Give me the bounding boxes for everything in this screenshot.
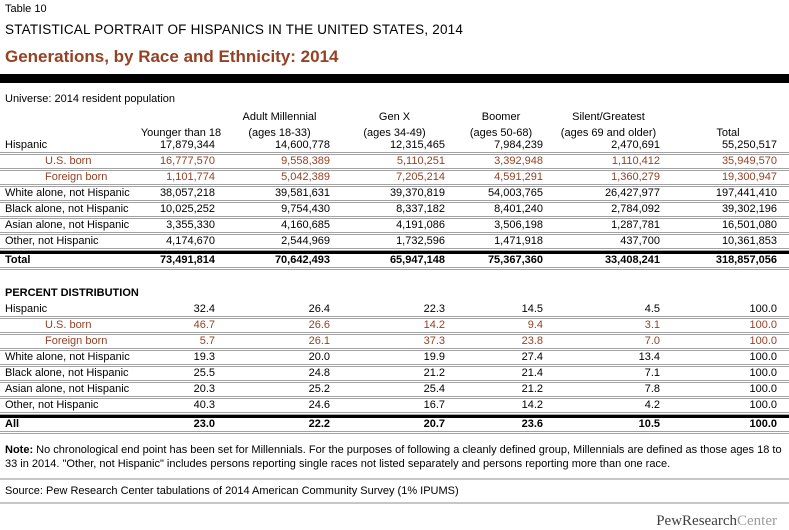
- cell-value: 100.0: [667, 335, 789, 351]
- row-label: Hispanic: [0, 139, 140, 155]
- cell-value: 1,360,279: [550, 171, 667, 187]
- cell-value: 55,250,517: [667, 139, 789, 155]
- cell-value: 21.2: [452, 383, 550, 399]
- cell-value: 16.7: [337, 399, 452, 415]
- cell-value: 100.0: [667, 303, 789, 319]
- table-row: [0, 235, 789, 251]
- cell-value: 5,042,389: [222, 171, 337, 187]
- cell-value: 65,947,148: [337, 251, 452, 270]
- cell-value: 24.8: [222, 367, 337, 383]
- cell-value: 5,110,251: [337, 155, 452, 171]
- cell-value: 16,777,570: [140, 155, 222, 171]
- cell-value: 7.8: [550, 383, 667, 399]
- column-header-silent-greatest: Silent/Greatest: [572, 111, 645, 123]
- cell-value: 27.4: [452, 351, 550, 367]
- cell-value: 100.0: [667, 351, 789, 367]
- cell-value: 8,337,182: [337, 203, 452, 219]
- table-row: [0, 171, 789, 187]
- page-title: Generations, by Race and Ethnicity: 2014: [5, 47, 339, 66]
- column-header-ages-18-33: (ages 18-33): [248, 127, 311, 139]
- cell-value: 10.5: [550, 415, 667, 434]
- cell-value: 10,361,853: [667, 235, 789, 251]
- cell-value: 12,315,465: [337, 139, 452, 155]
- cell-value: 20.0: [222, 351, 337, 367]
- cell-value: 1,287,781: [550, 219, 667, 235]
- cell-value: 4,160,685: [222, 219, 337, 235]
- source-label: Source:: [5, 485, 43, 498]
- cell-value: 19,300,947: [667, 171, 789, 187]
- cell-value: 26,427,977: [550, 187, 667, 203]
- cell-value: 2,784,092: [550, 203, 667, 219]
- cell-value: 14.2: [337, 319, 452, 335]
- percent-table: [0, 303, 789, 434]
- cell-value: 13.4: [550, 351, 667, 367]
- row-label: Asian alone, not Hispanic: [0, 383, 140, 399]
- counts-table-body: [0, 139, 789, 270]
- cell-value: 4.2: [550, 399, 667, 415]
- logo-text-light: Center: [737, 513, 777, 530]
- cell-value: 25.5: [140, 367, 222, 383]
- cell-value: 2,470,691: [550, 139, 667, 155]
- cell-value: 26.1: [222, 335, 337, 351]
- cell-value: 7.1: [550, 367, 667, 383]
- cell-value: 20.7: [337, 415, 452, 434]
- report-title: STATISTICAL PORTRAIT OF HISPANICS IN THE UNITED STATES, 2014: [5, 22, 464, 37]
- row-label: Black alone, not Hispanic: [0, 367, 140, 383]
- table-row: [0, 415, 789, 434]
- cell-value: 9,558,389: [222, 155, 337, 171]
- cell-value: 75,367,360: [452, 251, 550, 270]
- table-row: [0, 399, 789, 415]
- cell-value: 24.6: [222, 399, 337, 415]
- column-header-total: Total: [716, 127, 740, 139]
- cell-value: 5.7: [140, 335, 222, 351]
- cell-value: 100.0: [667, 399, 789, 415]
- cell-value: 10,025,252: [140, 203, 222, 219]
- footnote: [0, 436, 789, 478]
- cell-value: 38,057,218: [140, 187, 222, 203]
- cell-value: 7,205,214: [337, 171, 452, 187]
- percent-distribution-heading: PERCENT DISTRIBUTION: [5, 287, 139, 299]
- cell-value: 9.4: [452, 319, 550, 335]
- cell-value: 21.2: [337, 367, 452, 383]
- table-row: [0, 251, 789, 270]
- row-label: Total: [0, 251, 140, 270]
- column-header-adult-millennial: Adult Millennial: [242, 111, 317, 123]
- cell-value: 3.1: [550, 319, 667, 335]
- table-row: [0, 203, 789, 219]
- cell-value: 4.5: [550, 303, 667, 319]
- cell-value: 3,506,198: [452, 219, 550, 235]
- row-label: Foreign born: [0, 171, 140, 187]
- row-label: White alone, not Hispanic: [0, 351, 140, 367]
- cell-value: 2,544,969: [222, 235, 337, 251]
- row-label: Other, not Hispanic: [0, 399, 140, 415]
- header-spacer: [0, 107, 140, 123]
- logo-text-dark: PewResearch: [656, 513, 738, 530]
- cell-value: 16,501,080: [667, 219, 789, 235]
- cell-value: 33,408,241: [550, 251, 667, 270]
- header-spacer: [667, 107, 789, 123]
- table-row: [0, 383, 789, 399]
- table-row: [0, 139, 789, 155]
- cell-value: 35,949,570: [667, 155, 789, 171]
- cell-value: 7.0: [550, 335, 667, 351]
- cell-value: 7,984,239: [452, 139, 550, 155]
- cell-value: 14.2: [452, 399, 550, 415]
- column-header-gen-x: Gen X: [378, 111, 411, 123]
- cell-value: 100.0: [667, 319, 789, 335]
- cell-value: 197,441,410: [667, 187, 789, 203]
- cell-value: 73,491,814: [140, 251, 222, 270]
- cell-value: 1,110,412: [550, 155, 667, 171]
- row-label: White alone, not Hispanic: [0, 187, 140, 203]
- cell-value: 14.5: [452, 303, 550, 319]
- table-row: [0, 335, 789, 351]
- percent-table-body: [0, 303, 789, 434]
- pew-research-center-logo: [656, 513, 777, 529]
- table-number-label: Table 10: [5, 3, 47, 15]
- cell-value: 23.0: [140, 415, 222, 434]
- cell-value: 26.4: [222, 303, 337, 319]
- cell-value: 17,879,344: [140, 139, 222, 155]
- cell-value: 318,857,056: [667, 251, 789, 270]
- cell-value: 32.4: [140, 303, 222, 319]
- cell-value: 40.3: [140, 399, 222, 415]
- row-label: U.S. born: [0, 155, 140, 171]
- cell-value: 39,302,196: [667, 203, 789, 219]
- row-label: All: [0, 415, 140, 434]
- cell-value: 1,101,774: [140, 171, 222, 187]
- cell-value: 26.6: [222, 319, 337, 335]
- cell-value: 4,191,086: [337, 219, 452, 235]
- cell-value: 39,370,819: [337, 187, 452, 203]
- cell-value: 23.6: [452, 415, 550, 434]
- cell-value: 4,174,670: [140, 235, 222, 251]
- cell-value: 25.2: [222, 383, 337, 399]
- row-label: Other, not Hispanic: [0, 235, 140, 251]
- table-row: [0, 319, 789, 335]
- header-spacer: [140, 107, 222, 123]
- title-divider-bar: [0, 74, 789, 83]
- footer: [0, 504, 789, 530]
- table-row: [0, 351, 789, 367]
- cell-value: 9,754,430: [222, 203, 337, 219]
- row-label: Hispanic: [0, 303, 140, 319]
- note-label: Note:: [5, 444, 34, 456]
- table-row: [0, 303, 789, 319]
- cell-value: 14,600,778: [222, 139, 337, 155]
- cell-value: 19.3: [140, 351, 222, 367]
- cell-value: 46.7: [140, 319, 222, 335]
- cell-value: 19.9: [337, 351, 452, 367]
- cell-value: 23.8: [452, 335, 550, 351]
- source-text: Pew Research Center tabulations of 2014 American Community Survey (1% IPUMS): [45, 485, 459, 498]
- column-header-younger-than-18: Younger than 18: [140, 127, 222, 139]
- cell-value: 8,401,240: [452, 203, 550, 219]
- cell-value: 100.0: [667, 383, 789, 399]
- cell-value: 4,591,291: [452, 171, 550, 187]
- column-header-ages-69-older: (ages 69 and older): [560, 127, 657, 139]
- column-header-ages-34-49: (ages 34-49): [363, 127, 426, 139]
- cell-value: 437,700: [550, 235, 667, 251]
- header-row-generation-names: [0, 107, 789, 123]
- cell-value: 100.0: [667, 415, 789, 434]
- column-header-boomer: Boomer: [481, 111, 521, 123]
- counts-table: [0, 107, 789, 270]
- cell-value: 1,471,918: [452, 235, 550, 251]
- header-spacer: [0, 123, 140, 139]
- cell-value: 3,355,330: [140, 219, 222, 235]
- universe-note: Universe: 2014 resident population: [5, 93, 176, 105]
- row-label: Foreign born: [0, 335, 140, 351]
- cell-value: 1,732,596: [337, 235, 452, 251]
- table-row: [0, 155, 789, 171]
- row-label: Asian alone, not Hispanic: [0, 219, 140, 235]
- row-label: U.S. born: [0, 319, 140, 335]
- table-row: [0, 367, 789, 383]
- table-row: [0, 187, 789, 203]
- note-text: No chronological end point has been set for Millennials. For the purposes of following a cleanly defined group, Millennials are defined as those ages 18 to 33 in 2014. "Other, not Hispanic" includes persons reporting single races not listed separately and persons reporting more than one race.: [5, 444, 782, 471]
- header-row-age-ranges: [0, 123, 789, 139]
- cell-value: 20.3: [140, 383, 222, 399]
- cell-value: 54,003,765: [452, 187, 550, 203]
- source-line: [0, 478, 789, 504]
- cell-value: 22.2: [222, 415, 337, 434]
- cell-value: 39,581,631: [222, 187, 337, 203]
- cell-value: 22.3: [337, 303, 452, 319]
- row-label: Black alone, not Hispanic: [0, 203, 140, 219]
- counts-table-header: [0, 107, 789, 139]
- cell-value: 3,392,948: [452, 155, 550, 171]
- cell-value: 37.3: [337, 335, 452, 351]
- cell-value: 70,642,493: [222, 251, 337, 270]
- cell-value: 21.4: [452, 367, 550, 383]
- table-row: [0, 219, 789, 235]
- cell-value: 25.4: [337, 383, 452, 399]
- cell-value: 100.0: [667, 367, 789, 383]
- column-header-ages-50-68: (ages 50-68): [469, 127, 533, 139]
